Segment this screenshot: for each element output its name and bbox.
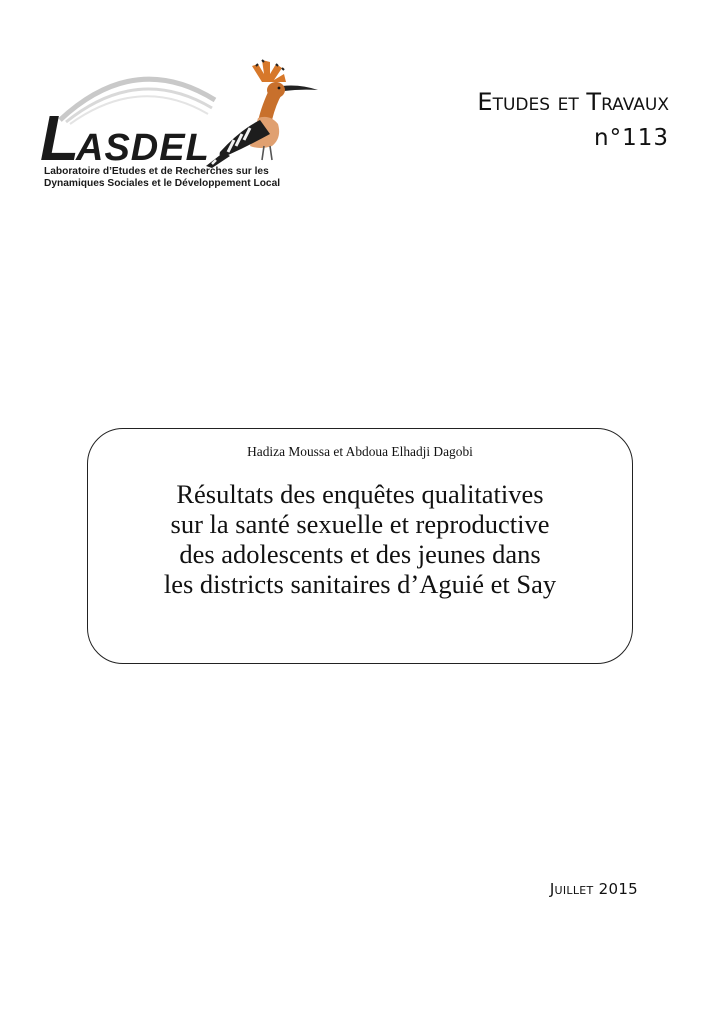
title-box bbox=[87, 428, 633, 664]
hoopoe-bird-icon bbox=[206, 60, 318, 168]
logo-wordmark-rest: ASDEL bbox=[76, 127, 210, 169]
logo-subtitle bbox=[44, 166, 294, 190]
lasdel-logo bbox=[40, 60, 290, 200]
document-title bbox=[88, 479, 632, 599]
series-name: Etudes et Travaux bbox=[477, 88, 669, 116]
logo-subtitle-line-1: Laboratoire d’Etudes et de Recherches sur les bbox=[44, 166, 269, 177]
logo-wordmark-initial: L bbox=[40, 102, 80, 174]
document-title-line-3: des adolescents et des jeunes dans bbox=[179, 539, 541, 569]
logo-subtitle-line-2: Dynamiques Sociales et le Développement Local bbox=[44, 178, 281, 189]
document-title-line-1: Résultats des enquêtes qualitatives bbox=[176, 479, 544, 509]
authors: Hadiza Moussa et Abdoua Elhadji Dagobi bbox=[247, 444, 473, 459]
publication-date: Juillet 2015 bbox=[549, 880, 638, 898]
series-heading bbox=[477, 86, 669, 154]
document-title-line-4: les districts sanitaires d’Aguié et Say bbox=[163, 569, 557, 599]
logo-arc-icon bbox=[60, 79, 215, 124]
document-title-line-2: sur la santé sexuelle et reproductive bbox=[170, 509, 550, 539]
series-number: n°113 bbox=[594, 125, 669, 151]
